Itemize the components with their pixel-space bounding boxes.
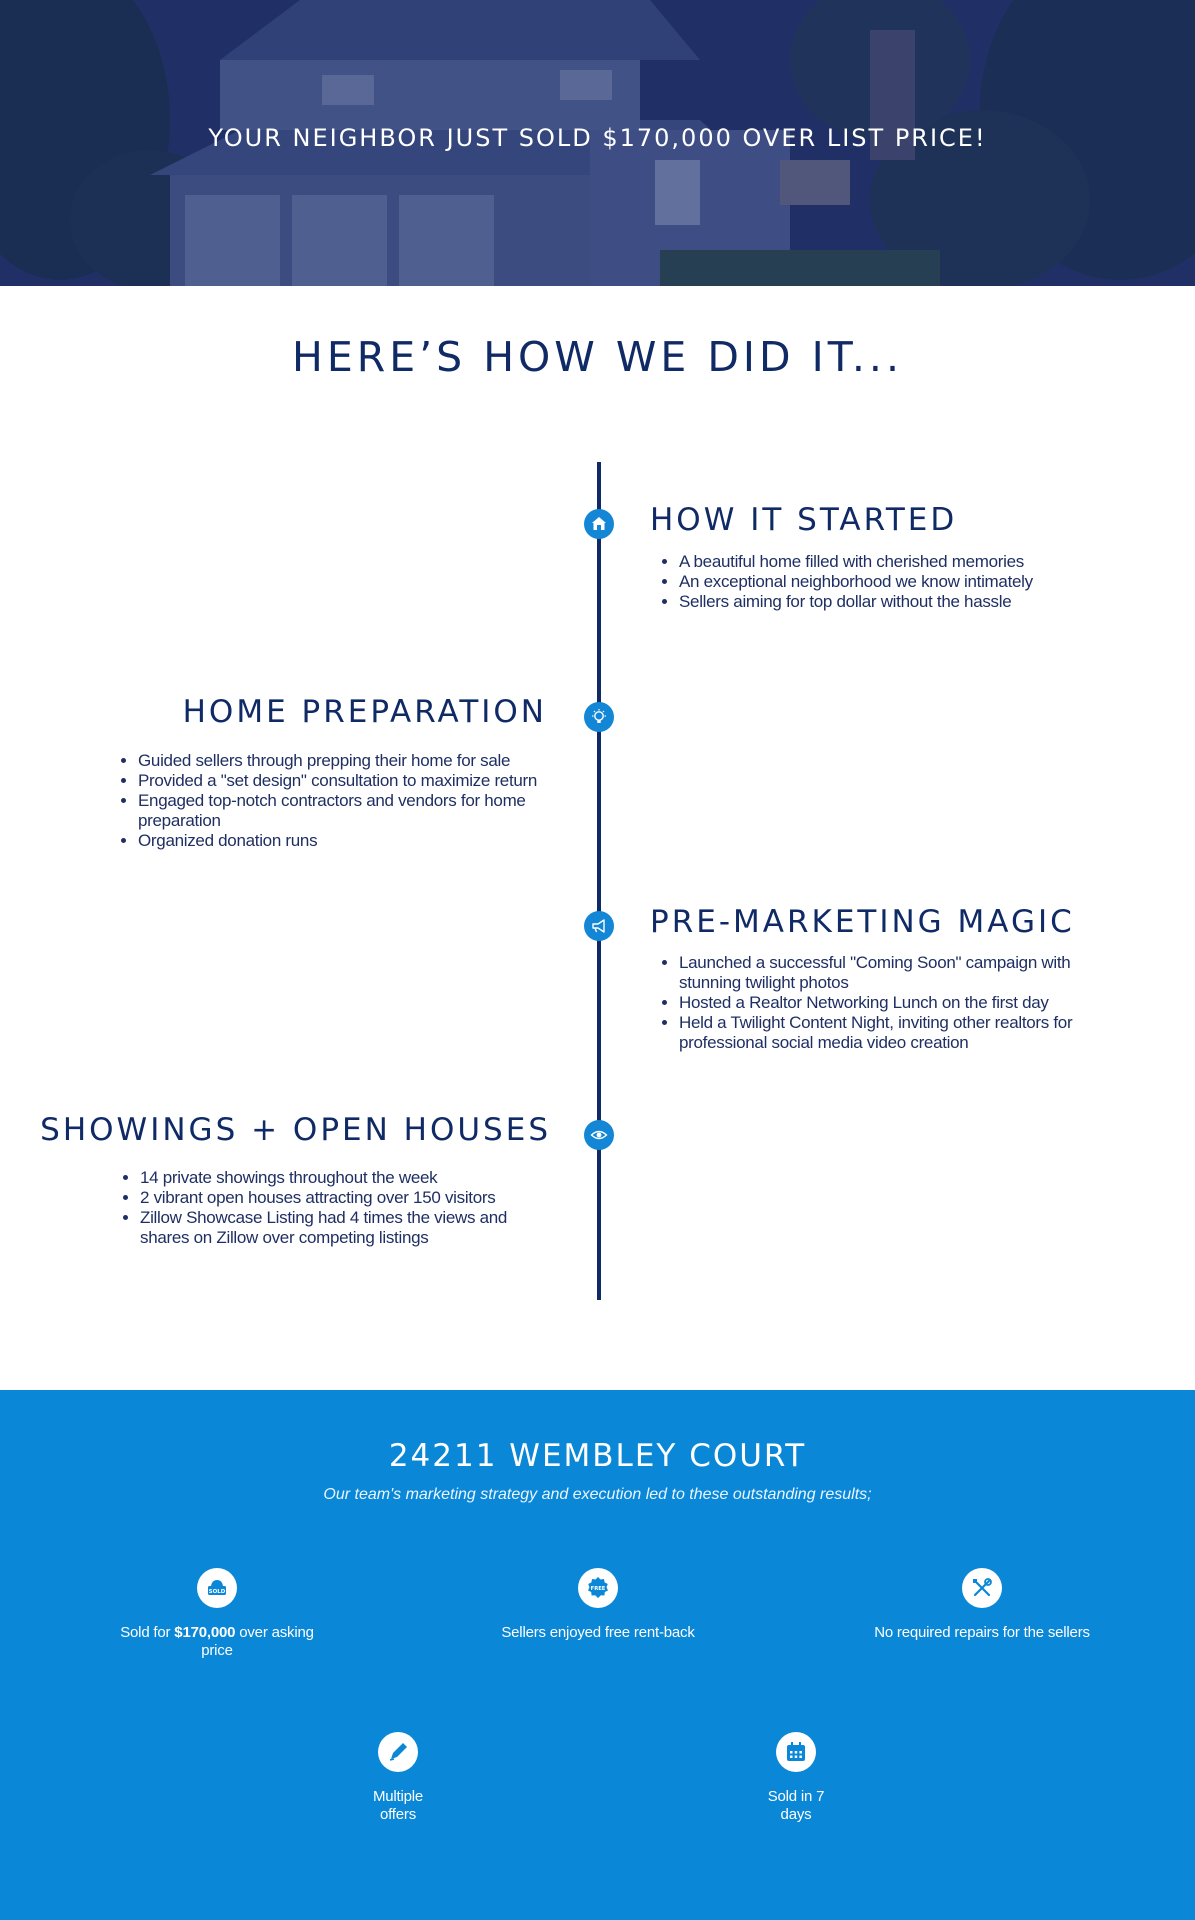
step-title-showings-open-houses: SHOWINGS + OPEN HOUSES	[40, 1112, 551, 1148]
feature-text-pre: Multiple offers	[372, 1788, 424, 1823]
timeline-node-1	[584, 509, 614, 539]
sold-sign-icon	[204, 1575, 230, 1601]
list-item: • A beautiful home filled with cherished memories	[679, 552, 1071, 572]
feature-multiple-offers	[288, 1732, 508, 1824]
step-list-showings-open-houses	[112, 1168, 552, 1248]
feature-icon-wrap	[197, 1568, 237, 1608]
timeline-node-3	[584, 911, 614, 941]
feature-icon-wrap	[962, 1568, 1002, 1608]
list-item: • Organized donation runs	[138, 831, 550, 851]
feature-text-bold: $170,000	[174, 1624, 236, 1641]
svg-text:FREE: FREE	[590, 1585, 606, 1592]
results-section	[0, 1390, 1195, 1920]
list-item: • An exceptional neighborhood we know intimately	[679, 572, 1071, 592]
house-icon	[590, 515, 608, 533]
list-item: • Engaged top-notch contractors and vendors for home preparation	[138, 791, 550, 831]
list-item: • Launched a successful "Coming Soon" campaign with stunning twilight photos	[679, 953, 1091, 993]
feature-text	[872, 1624, 1092, 1642]
list-item: • Provided a "set design" consultation to maximize return	[138, 771, 550, 791]
step-title-home-preparation: HOME PREPARATION	[182, 694, 547, 730]
feature-text-pre: Sellers enjoyed free rent-back	[501, 1624, 695, 1641]
lightbulb-icon	[590, 708, 608, 726]
timeline-node-4	[584, 1120, 614, 1150]
step-list-pre-marketing-magic	[651, 953, 1091, 1053]
step-title-how-it-started: HOW IT STARTED	[650, 502, 958, 538]
section-title: HERE’S HOW WE DID IT...	[291, 333, 903, 381]
list-item: • Sellers aiming for top dollar without the hassle	[679, 592, 1071, 612]
feature-icon-wrap	[578, 1568, 618, 1608]
feature-text-pre: Sold for	[120, 1624, 175, 1641]
feature-free-rent-back	[488, 1568, 708, 1642]
list-item: • Hosted a Realtor Networking Lunch on the first day	[679, 993, 1091, 1013]
results-subtitle: Our team's marketing strategy and execution led to these outstanding results;	[323, 1486, 872, 1503]
feature-text	[488, 1624, 708, 1642]
feature-text	[363, 1788, 433, 1824]
eye-icon	[590, 1126, 608, 1144]
pen-icon	[385, 1739, 411, 1765]
feature-icon-wrap	[776, 1732, 816, 1772]
list-item: • Guided sellers through prepping their home for sale	[138, 751, 550, 771]
feature-text	[107, 1624, 327, 1660]
list-item: • 14 private showings throughout the week	[140, 1168, 552, 1188]
free-badge-icon	[585, 1575, 611, 1601]
feature-icon-wrap	[378, 1732, 418, 1772]
feature-sold-price	[107, 1568, 327, 1660]
feature-text-post: over asking price	[201, 1624, 314, 1659]
step-list-how-it-started	[651, 552, 1071, 612]
calendar-icon	[783, 1739, 809, 1765]
timeline-node-2	[584, 702, 614, 732]
step-list-home-preparation	[110, 751, 550, 851]
megaphone-icon	[590, 917, 608, 935]
feature-text-pre: No required repairs for the sellers	[874, 1624, 1090, 1641]
feature-no-repairs	[872, 1568, 1092, 1642]
feature-sold-in-days	[686, 1732, 906, 1824]
hero-banner	[0, 0, 1195, 286]
timeline-line	[597, 462, 601, 1300]
list-item: • Held a Twilight Content Night, inviting other realtors for professional social media video creation	[679, 1013, 1091, 1053]
list-item: • Zillow Showcase Listing had 4 times the views and shares on Zillow over competing listings	[140, 1208, 552, 1248]
feature-text	[761, 1788, 831, 1824]
tools-icon	[969, 1575, 995, 1601]
feature-text-pre: Sold in 7 days	[767, 1788, 825, 1823]
list-item: • 2 vibrant open houses attracting over 150 visitors	[140, 1188, 552, 1208]
svg-text:SOLD: SOLD	[208, 1589, 226, 1595]
step-title-pre-marketing-magic: PRE-MARKETING MAGIC	[650, 904, 1075, 940]
hero-headline: YOUR NEIGHBOR JUST SOLD $170,000 OVER LIST PRICE!	[208, 124, 987, 152]
results-title: 24211 WEMBLEY COURT	[388, 1438, 807, 1474]
